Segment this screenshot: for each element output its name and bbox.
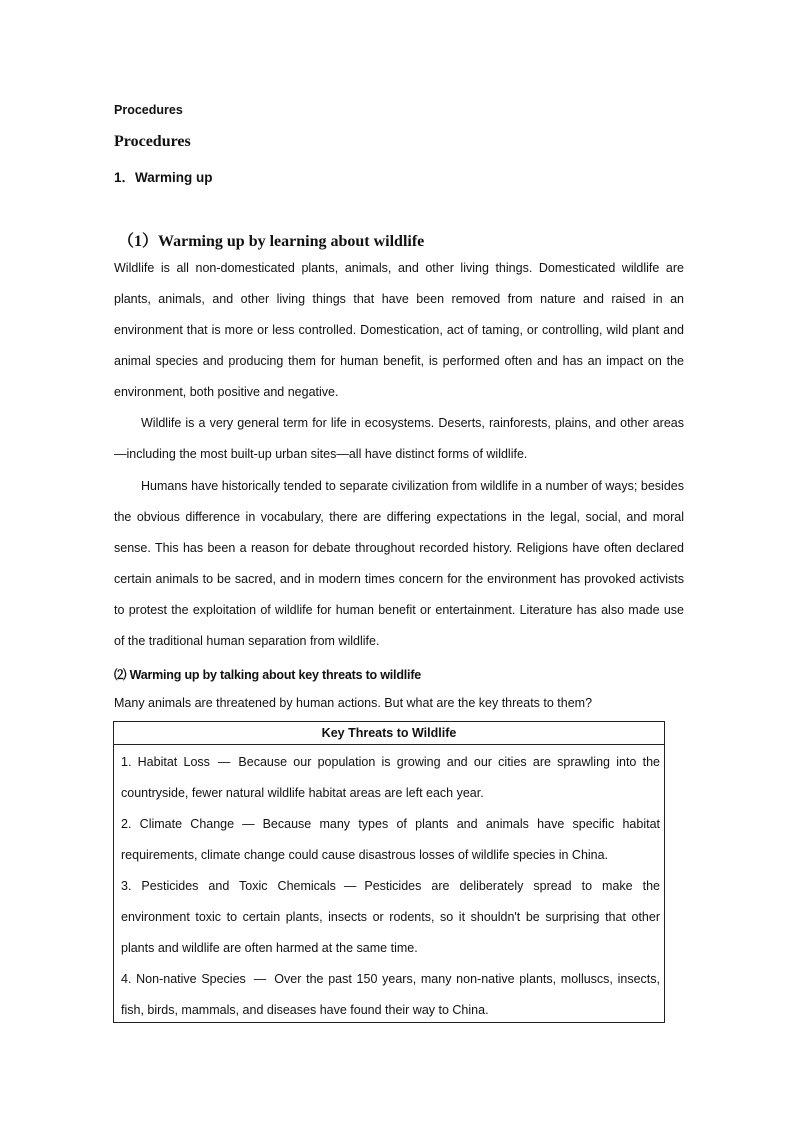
dash-separator: — [253,972,267,986]
threat-label: 3. Pesticides and Toxic Chemicals [121,879,336,893]
page-title: Procedures [114,133,191,150]
threats-table-body [114,745,664,1026]
threats-table [113,721,665,1023]
threat-label: 2. Climate Change [121,817,235,831]
paragraph-3: Humans have historically tended to separate civilization from wildlife in a number of ways; besides the obvious difference in vocabulary, there are differing expectations in the legal, social, and moral sense. This has been a reason for debate throughout recorded history. Religions have often declared certain animals to be sacred, and in modern times concern for the environment has provoked activists to protest the exploitation of wildlife for human benefit or entertainment. Literature has also made use of the traditional human separation from wildlife. [114,479,684,648]
paragraph-1: Wildlife is all non-domesticated plants, animals, and other living things. Domesticated wildlife are plants, animals, and other living things that have been removed from nature and raised in an environment that is more or less controlled. Domestication, act of taming, or controlling, wild plant and animal species and producing them for human benefit, is performed often and has an impact on the environment, both positive and negative. [114,261,684,399]
threat-text: Because our population is growing and our cities are sprawling into the countryside, fewer natural wildlife habitat areas are left each year. [121,755,660,800]
dash-separator: — [217,755,231,769]
paragraph-2: Wildlife is a very general term for life in ecosystems. Deserts, rainforests, plains, and other areas—including the most built-up urban sites—all have distinct forms of wildlife. [114,416,684,461]
dash-separator: — [242,817,255,831]
threat-item [121,964,660,1026]
threat-text: Over the past 150 years, many non-native plants, molluscs, insects, fish, birds, mammals, and diseases have found their way to China. [121,972,661,1017]
threat-label: 4. Non-native Species [121,972,246,986]
dash-separator: — [343,879,357,893]
threat-text: Pesticides are deliberately spread to make the environment toxic to certain plants, insects or rodents, so it shouldn't be surprising that other plants and wildlife are often harmed at the same time. [121,879,660,955]
small-title: Procedures [114,103,183,117]
threat-item [121,809,660,871]
threat-label: 1. Habitat Loss [121,755,210,769]
threats-intro: Many animals are threatened by human actions. But what are the key threats to them? [114,696,593,710]
threat-text: Because many types of plants and animals have specific habitat requirements, climate change could cause disastrous losses of wildlife species in China. [121,817,660,862]
threats-table-header: Key Threats to Wildlife [114,722,664,745]
section-heading-warming-up: 1．Warming up [114,170,213,185]
threat-item [121,747,660,809]
subsection-heading-learning-wildlife: （1）Warming up by learning about wildlife [118,233,425,250]
subsection-heading-key-threats: ⑵ Warming up by talking about key threats to wildlife [114,668,422,682]
threat-item [121,871,660,964]
